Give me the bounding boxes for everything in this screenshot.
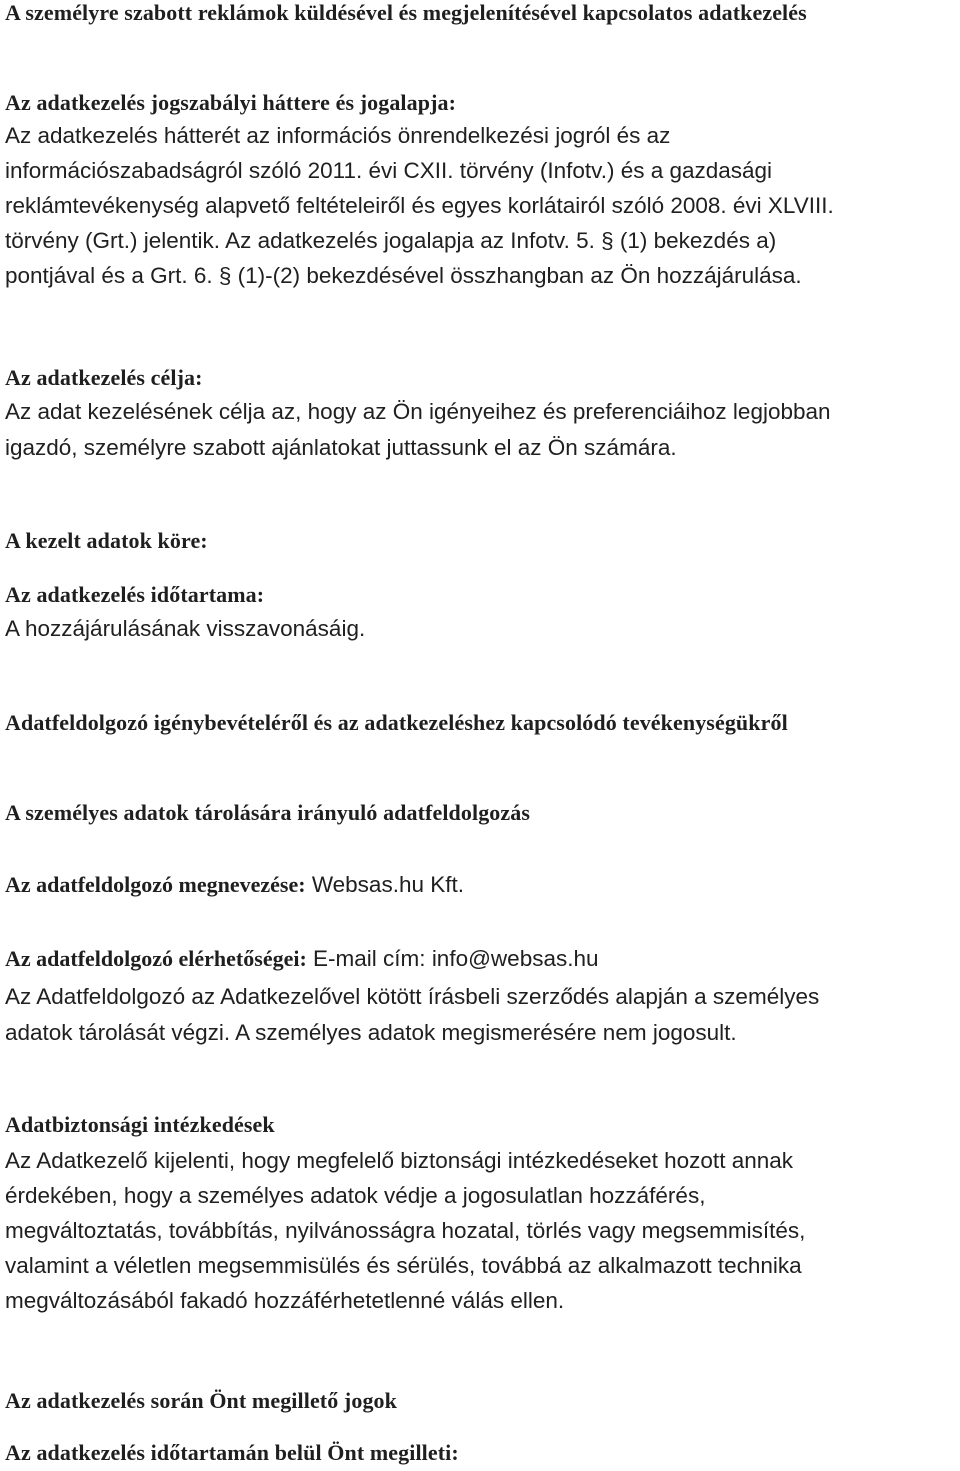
security-line: érdekében, hogy a személyes adatok védje a jogosulatlan hozzáférés, bbox=[5, 1183, 706, 1208]
duration-text: A hozzájárulásának visszavonásáig. bbox=[5, 616, 366, 641]
email-link[interactable]: info@websas.hu bbox=[431, 946, 599, 971]
legal-basis-heading: Az adatkezelés jogszabályi háttere és jogalapja: bbox=[5, 90, 457, 115]
security-line: megváltozásából fakadó hozzáférhetetlenné válás ellen. bbox=[5, 1288, 565, 1313]
section-title: A személyre szabott reklámok küldésével és megjelenítésével kapcsolatos adatkezelés bbox=[5, 0, 807, 25]
processor-contact-row bbox=[5, 946, 599, 972]
legal-basis-line: pontjával és a Grt. 6. § (1)-(2) bekezdésével összhangban az Ön hozzájárulása. bbox=[5, 263, 802, 288]
legal-basis-line: információszabadságról szóló 2011. évi CXII. törvény (Infotv.) és a gazdasági bbox=[5, 158, 773, 183]
processor-line: Az Adatfeldolgozó az Adatkezelővel kötött írásbeli szerződés alapján a személyes bbox=[5, 984, 820, 1009]
purpose-line: igazdó, személyre szabott ajánlatokat juttassunk el az Ön számára. bbox=[5, 435, 677, 460]
security-line: Az Adatkezelő kijelenti, hogy megfelelő biztonsági intézkedéseket hozott annak bbox=[5, 1148, 793, 1173]
email-prefix: E-mail cím: bbox=[306, 946, 432, 971]
processor-line: adatok tárolását végzi. A személyes adatok megismerésére nem jogosult. bbox=[5, 1020, 737, 1045]
storage-title: A személyes adatok tárolására irányuló adatfeldolgozás bbox=[5, 800, 531, 825]
purpose-line: Az adat kezelésének célja az, hogy az Ön igényeihez és preferenciáihoz legjobban bbox=[5, 399, 831, 424]
legal-basis-line: Az adatkezelés hátterét az információs önrendelkezési jogról és az bbox=[5, 123, 671, 148]
duration-heading: Az adatkezelés időtartama: bbox=[5, 582, 265, 607]
security-line: megváltoztatás, továbbítás, nyilvánosságra hozatal, törlés vagy megsemmisítés, bbox=[5, 1218, 806, 1243]
processor-name-value: Websas.hu Kft. bbox=[305, 872, 464, 897]
security-heading: Adatbiztonsági intézkedések bbox=[5, 1112, 275, 1137]
processor-name-row bbox=[5, 872, 464, 898]
legal-basis-line: reklámtevékenység alapvető feltételeiről és egyes korlátairól szóló 2008. évi XLVIII. bbox=[5, 193, 834, 218]
processor-name-label: Az adatfeldolgozó megnevezése: bbox=[5, 872, 306, 897]
scope-heading: A kezelt adatok köre: bbox=[5, 528, 208, 553]
processor-contact-label: Az adatfeldolgozó elérhetőségei: bbox=[5, 946, 307, 971]
purpose-heading: Az adatkezelés célja: bbox=[5, 365, 203, 390]
security-line: valamint a véletlen megsemmisülés és sérülés, továbbá az alkalmazott technika bbox=[5, 1253, 802, 1278]
legal-basis-line: törvény (Grt.) jelentik. Az adatkezelés jogalapja az Infotv. 5. § (1) bekezdés a) bbox=[5, 228, 777, 253]
processor-title: Adatfeldolgozó igénybevételéről és az adatkezeléshez kapcsolódó tevékenységükről bbox=[5, 710, 788, 735]
rights-subheading: Az adatkezelés időtartamán belül Önt megilleti: bbox=[5, 1440, 459, 1465]
rights-heading: Az adatkezelés során Önt megillető jogok bbox=[5, 1388, 397, 1413]
